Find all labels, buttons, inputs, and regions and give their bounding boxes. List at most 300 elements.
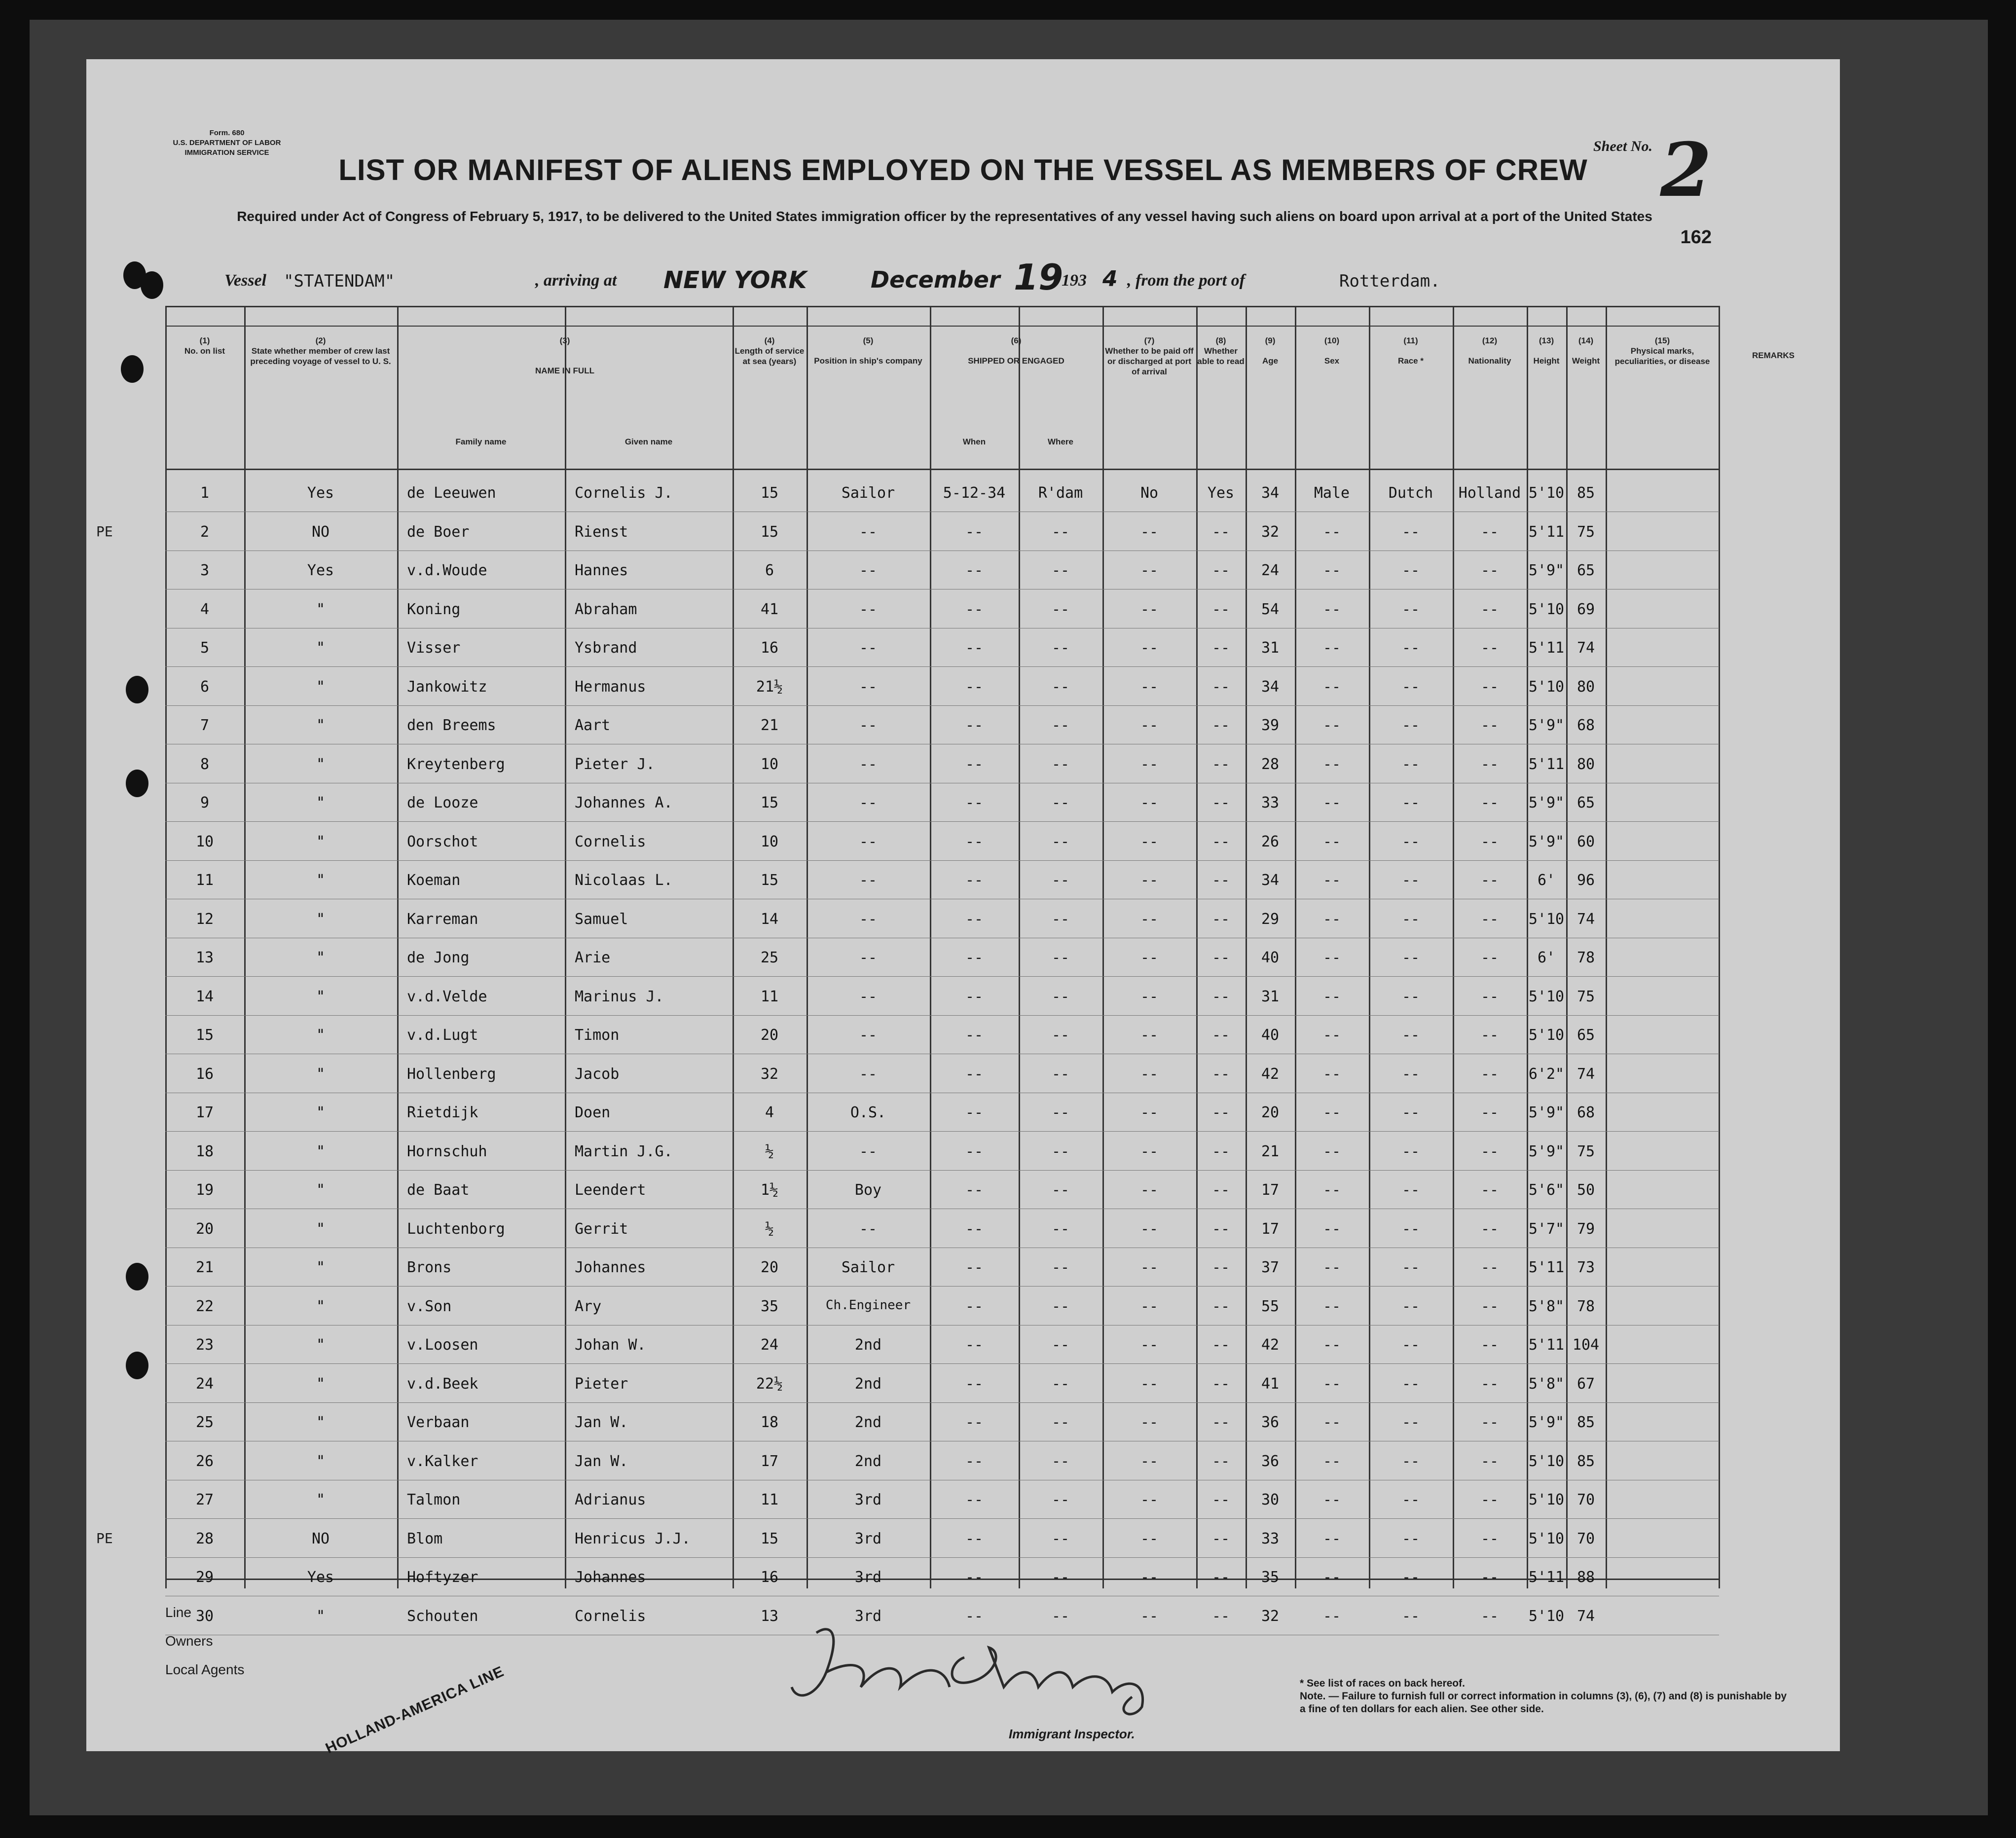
able-to-read-cell: -- xyxy=(1211,755,1230,773)
position-cell: Sailor xyxy=(841,1259,895,1276)
manifest-sheet xyxy=(86,59,1840,1757)
position-cell: -- xyxy=(859,988,878,1005)
able-to-read-cell: -- xyxy=(1211,1027,1230,1044)
col-age-header: (9) Age xyxy=(1262,336,1279,366)
table-row xyxy=(165,706,1719,744)
table-row xyxy=(165,1558,1719,1596)
col-nationality-header: (12) Nationality xyxy=(1468,336,1511,366)
paid-off-cell: -- xyxy=(1140,988,1159,1005)
row-number-cell: 9 xyxy=(200,794,210,811)
service-years-cell: ½ xyxy=(765,1142,774,1160)
service-years-cell: ½ xyxy=(765,1220,774,1238)
service-years-cell: 17 xyxy=(760,1452,779,1470)
height-cell: 5'8" xyxy=(1528,1297,1565,1315)
able-to-read-cell: -- xyxy=(1211,1297,1230,1315)
height-cell: 5'6" xyxy=(1528,1181,1565,1199)
given-name-cell: Abraham xyxy=(575,600,637,618)
able-to-read-cell: -- xyxy=(1211,678,1230,696)
paid-off-cell: -- xyxy=(1140,1220,1159,1238)
races-note: * See list of races on back hereof. xyxy=(1300,1678,1465,1689)
service-years-cell: 4 xyxy=(765,1104,774,1121)
nationality-cell: -- xyxy=(1480,717,1499,734)
service-years-cell: 1½ xyxy=(760,1181,779,1199)
age-cell: 29 xyxy=(1261,910,1280,928)
family-name-cell: de Boer xyxy=(407,523,470,541)
able-to-read-cell: -- xyxy=(1211,1414,1230,1431)
row-number-cell: 5 xyxy=(200,639,210,657)
sex-cell: -- xyxy=(1322,639,1341,657)
race-cell: -- xyxy=(1401,833,1420,850)
nationality-cell: -- xyxy=(1480,1375,1499,1393)
position-cell: 2nd xyxy=(854,1375,882,1393)
age-cell: 40 xyxy=(1261,1027,1280,1044)
able-to-read-cell: -- xyxy=(1211,1259,1230,1276)
previous-voyage-cell: NO xyxy=(311,1530,330,1547)
shipped-where-cell: -- xyxy=(1051,872,1070,889)
given-name-cell: Marinus J. xyxy=(575,988,664,1005)
family-name-cell: Verbaan xyxy=(407,1414,470,1431)
family-name-cell: Kreytenberg xyxy=(407,755,505,773)
shipped-when-cell: -- xyxy=(965,1297,984,1315)
previous-voyage-cell: " xyxy=(316,1142,326,1160)
position-cell: 3rd xyxy=(854,1569,882,1586)
previous-voyage-cell: " xyxy=(316,949,326,966)
race-cell: -- xyxy=(1401,1530,1420,1547)
shipped-where-cell: -- xyxy=(1051,1491,1070,1508)
age-cell: 54 xyxy=(1261,600,1280,618)
service-years-cell: 13 xyxy=(760,1607,779,1625)
height-cell: 5'11 xyxy=(1528,1569,1565,1586)
given-name-cell: Johannes xyxy=(575,1259,646,1276)
family-name-cell: Schouten xyxy=(407,1607,478,1625)
owners-label: Owners xyxy=(165,1633,213,1649)
given-name-cell: Samuel xyxy=(575,910,628,928)
service-years-cell: 18 xyxy=(760,1414,779,1431)
age-cell: 34 xyxy=(1261,872,1280,889)
punch-hole xyxy=(141,271,163,299)
nationality-cell: -- xyxy=(1480,1336,1499,1354)
position-cell: 3rd xyxy=(854,1530,882,1547)
sex-cell: -- xyxy=(1322,600,1341,618)
race-cell: -- xyxy=(1401,523,1420,541)
position-cell: -- xyxy=(859,678,878,696)
col-height-header: (13) Height xyxy=(1533,336,1560,366)
weight-cell: 75 xyxy=(1576,523,1595,541)
table-row xyxy=(165,1442,1719,1480)
paid-off-cell: -- xyxy=(1140,1181,1159,1199)
position-cell: -- xyxy=(859,1027,878,1044)
weight-cell: 65 xyxy=(1576,1027,1595,1044)
race-cell: -- xyxy=(1401,1336,1420,1354)
paid-off-cell: -- xyxy=(1140,1569,1159,1586)
previous-voyage-cell: NO xyxy=(311,523,330,541)
shipped-when-cell: -- xyxy=(965,1142,984,1160)
table-row xyxy=(165,628,1719,667)
family-name-cell: Koeman xyxy=(407,872,461,889)
shipped-when-cell: -- xyxy=(965,1375,984,1393)
weight-cell: 60 xyxy=(1576,833,1595,850)
previous-voyage-cell: " xyxy=(316,794,326,811)
race-cell: -- xyxy=(1401,717,1420,734)
row-number-cell: 10 xyxy=(195,833,214,850)
col-race-header: (11) Race * xyxy=(1398,336,1424,366)
race-cell: -- xyxy=(1401,600,1420,618)
age-cell: 17 xyxy=(1261,1220,1280,1238)
able-to-read-cell: -- xyxy=(1211,717,1230,734)
height-cell: 5'8" xyxy=(1528,1375,1565,1393)
weight-cell: 80 xyxy=(1576,678,1595,696)
footer-notes xyxy=(1300,1677,1793,1716)
height-cell: 5'9" xyxy=(1528,1104,1565,1121)
col-paid-off-header: (7) Whether to be paid off or discharged at port of arrival xyxy=(1105,336,1194,376)
nationality-cell: -- xyxy=(1480,910,1499,928)
shipped-when-cell: -- xyxy=(965,1220,984,1238)
weight-cell: 85 xyxy=(1576,1414,1595,1431)
family-name-cell: de Jong xyxy=(407,949,470,966)
weight-cell: 74 xyxy=(1576,1607,1595,1625)
position-cell: -- xyxy=(859,562,878,579)
previous-voyage-cell: " xyxy=(316,872,326,889)
weight-cell: 74 xyxy=(1576,910,1595,928)
given-name-cell: Martin J.G. xyxy=(575,1142,673,1160)
nationality-cell: -- xyxy=(1480,1491,1499,1508)
paid-off-cell: -- xyxy=(1140,523,1159,541)
table-row xyxy=(165,1093,1719,1132)
height-cell: 6' xyxy=(1537,949,1556,966)
sex-cell: -- xyxy=(1322,1104,1341,1121)
service-years-cell: 21½ xyxy=(756,678,783,696)
service-years-cell: 20 xyxy=(760,1027,779,1044)
weight-cell: 68 xyxy=(1576,717,1595,734)
position-cell: Sailor xyxy=(841,484,895,502)
row-number-cell: 15 xyxy=(195,1027,214,1044)
punch-hole xyxy=(126,1352,148,1379)
previous-voyage-cell: " xyxy=(316,1220,326,1238)
family-name-cell: Hornschuh xyxy=(407,1142,487,1160)
nationality-cell: -- xyxy=(1480,1220,1499,1238)
given-name-cell: Adrianus xyxy=(575,1491,646,1508)
row-number-cell: 6 xyxy=(200,678,210,696)
sex-cell: -- xyxy=(1322,1336,1341,1354)
age-cell: 40 xyxy=(1261,949,1280,966)
race-cell: -- xyxy=(1401,1375,1420,1393)
previous-voyage-cell: " xyxy=(316,1414,326,1431)
arrival-port: NEW YORK xyxy=(663,266,807,294)
nationality-cell: -- xyxy=(1480,794,1499,811)
shipped-when-cell: -- xyxy=(965,562,984,579)
shipped-where-cell: -- xyxy=(1051,1065,1070,1083)
col-position-header: (5) Position in ship's company xyxy=(814,336,922,366)
height-cell: 5'7" xyxy=(1528,1220,1565,1238)
shipped-where-cell: -- xyxy=(1051,600,1070,618)
shipped-where-cell: -- xyxy=(1051,1452,1070,1470)
nationality-cell: -- xyxy=(1480,755,1499,773)
position-cell: -- xyxy=(859,755,878,773)
position-cell: 3rd xyxy=(854,1491,882,1508)
sex-cell: -- xyxy=(1322,949,1341,966)
previous-voyage-cell: " xyxy=(316,678,326,696)
sex-cell: -- xyxy=(1322,1569,1341,1586)
family-name-cell: v.d.Beek xyxy=(407,1375,478,1393)
shipped-where-cell: -- xyxy=(1051,949,1070,966)
age-cell: 34 xyxy=(1261,678,1280,696)
weight-cell: 68 xyxy=(1576,1104,1595,1121)
row-number-cell: 18 xyxy=(195,1142,214,1160)
arrival-month: December xyxy=(871,266,1000,293)
nationality-cell: -- xyxy=(1480,949,1499,966)
paid-off-cell: -- xyxy=(1140,1491,1159,1508)
col-service-header: (4) Length of service at sea (years) xyxy=(734,336,805,366)
document-subtitle: Required under Act of Congress of February 5, 1917, to be delivered to the United States immigration officer by the representatives of any vessel having such aliens on board upon arrival at a port of the United States xyxy=(237,209,1652,224)
family-name-cell: Brons xyxy=(407,1259,452,1276)
given-name-cell: Doen xyxy=(575,1104,611,1121)
nationality-cell: -- xyxy=(1480,1104,1499,1121)
able-to-read-cell: -- xyxy=(1211,1142,1230,1160)
row-number-cell: 26 xyxy=(195,1452,214,1470)
col-read-header: (8) Whether able to read xyxy=(1197,336,1245,366)
able-to-read-cell: -- xyxy=(1211,949,1230,966)
table-row xyxy=(165,1132,1719,1171)
sex-cell: -- xyxy=(1322,794,1341,811)
position-cell: Boy xyxy=(854,1181,882,1199)
position-cell: O.S. xyxy=(850,1104,886,1121)
table-row xyxy=(165,590,1719,628)
able-to-read-cell: -- xyxy=(1211,1452,1230,1470)
row-number-cell: 25 xyxy=(195,1414,214,1431)
arriving-label: , arriving at xyxy=(535,271,617,290)
able-to-read-cell: -- xyxy=(1211,1491,1230,1508)
nationality-cell: -- xyxy=(1480,1181,1499,1199)
race-cell: -- xyxy=(1401,1452,1420,1470)
weight-cell: 50 xyxy=(1576,1181,1595,1199)
able-to-read-cell: -- xyxy=(1211,1607,1230,1625)
table-row xyxy=(165,900,1719,938)
height-cell: 5'10 xyxy=(1528,1530,1565,1547)
table-row xyxy=(165,822,1719,861)
family-name-cell: de Baat xyxy=(407,1181,470,1199)
shipped-when-cell: -- xyxy=(965,794,984,811)
race-cell: -- xyxy=(1401,1297,1420,1315)
previous-voyage-cell: Yes xyxy=(307,562,334,579)
paid-off-cell: -- xyxy=(1140,1259,1159,1276)
family-name-cell: Visser xyxy=(407,639,461,657)
given-name-cell: Gerrit xyxy=(575,1220,628,1238)
height-cell: 5'10 xyxy=(1528,1452,1565,1470)
service-years-cell: 16 xyxy=(760,639,779,657)
previous-voyage-cell: Yes xyxy=(307,484,334,502)
row-number-cell: 24 xyxy=(195,1375,214,1393)
position-cell: -- xyxy=(859,600,878,618)
height-cell: 5'11 xyxy=(1528,639,1565,657)
height-cell: 5'10 xyxy=(1528,678,1565,696)
shipped-where-cell: -- xyxy=(1051,1375,1070,1393)
nationality-cell: -- xyxy=(1480,1414,1499,1431)
race-cell: -- xyxy=(1401,1181,1420,1199)
col-previous-voyage-header: (2) State whether member of crew last preceding voyage of vessel to U. S. xyxy=(250,336,391,366)
able-to-read-cell: -- xyxy=(1211,872,1230,889)
year-suffix: 4 xyxy=(1102,266,1118,292)
previous-voyage-cell: " xyxy=(316,910,326,928)
inspector-signature xyxy=(787,1613,1231,1722)
previous-voyage-cell: " xyxy=(316,1375,326,1393)
page-number: 162 xyxy=(1680,227,1712,248)
height-cell: 5'9" xyxy=(1528,1414,1565,1431)
sex-cell: -- xyxy=(1322,1065,1341,1083)
height-cell: 5'10 xyxy=(1528,1027,1565,1044)
sex-cell: -- xyxy=(1322,1491,1341,1508)
family-name-cell: Jankowitz xyxy=(407,678,487,696)
paid-off-cell: -- xyxy=(1140,600,1159,618)
weight-cell: 79 xyxy=(1576,1220,1595,1238)
nationality-cell: -- xyxy=(1480,1569,1499,1586)
weight-cell: 65 xyxy=(1576,794,1595,811)
weight-cell: 65 xyxy=(1576,562,1595,579)
previous-voyage-cell: " xyxy=(316,988,326,1005)
shipped-where-cell: -- xyxy=(1051,1297,1070,1315)
given-name-cell: Nicolaas L. xyxy=(575,872,673,889)
able-to-read-cell: -- xyxy=(1211,562,1230,579)
row-number-cell: 17 xyxy=(195,1104,214,1121)
height-cell: 5'9" xyxy=(1528,794,1565,811)
service-years-cell: 11 xyxy=(760,1491,779,1508)
position-cell: 2nd xyxy=(854,1336,882,1354)
weight-cell: 96 xyxy=(1576,872,1595,889)
table-row xyxy=(165,1325,1719,1364)
paid-off-cell: -- xyxy=(1140,755,1159,773)
vessel-name: "STATENDAM" xyxy=(284,271,395,291)
able-to-read-cell: -- xyxy=(1211,1104,1230,1121)
sex-cell: -- xyxy=(1322,1027,1341,1044)
row-number-cell: 23 xyxy=(195,1336,214,1354)
col-marks-header: (15) Physical marks, peculiarities, or disease xyxy=(1614,336,1710,366)
previous-voyage-cell: " xyxy=(316,833,326,850)
position-cell: -- xyxy=(859,639,878,657)
shipped-where-cell: -- xyxy=(1051,1027,1070,1044)
table-row xyxy=(165,745,1719,783)
shipped-when-cell: -- xyxy=(965,1569,984,1586)
family-name-cell: Luchtenborg xyxy=(407,1220,505,1238)
previous-voyage-cell: " xyxy=(316,1065,326,1083)
height-cell: 5'11 xyxy=(1528,1336,1565,1354)
previous-voyage-cell: " xyxy=(316,1104,326,1121)
position-cell: Ch.Engineer xyxy=(825,1297,911,1313)
pe-mark: PE xyxy=(96,523,113,540)
nationality-cell: -- xyxy=(1480,833,1499,850)
previous-voyage-cell: " xyxy=(316,1259,326,1276)
shipped-where-cell: -- xyxy=(1051,1104,1070,1121)
position-cell: 3rd xyxy=(854,1607,882,1625)
sex-cell: -- xyxy=(1322,833,1341,850)
row-number-cell: 30 xyxy=(195,1607,214,1625)
nationality-cell: -- xyxy=(1480,600,1499,618)
sex-cell: -- xyxy=(1322,1607,1341,1625)
shipped-when-cell: -- xyxy=(965,1607,984,1625)
sex-cell: -- xyxy=(1322,988,1341,1005)
col-name-header: (3) NAME IN FULL xyxy=(535,336,594,375)
given-name-cell: Hermanus xyxy=(575,678,646,696)
age-cell: 55 xyxy=(1261,1297,1280,1315)
table-row xyxy=(165,1248,1719,1287)
table-row xyxy=(165,667,1719,706)
position-cell: 2nd xyxy=(854,1452,882,1470)
nationality-cell: -- xyxy=(1480,1452,1499,1470)
able-to-read-cell: -- xyxy=(1211,794,1230,811)
nationality-cell: -- xyxy=(1480,1027,1499,1044)
previous-voyage-cell: " xyxy=(316,1491,326,1508)
given-name-cell: Arie xyxy=(575,949,611,966)
row-number-cell: 16 xyxy=(195,1065,214,1083)
shipped-when-cell: -- xyxy=(965,910,984,928)
service-years-cell: 16 xyxy=(760,1569,779,1586)
age-cell: 20 xyxy=(1261,1104,1280,1121)
given-name-cell: Aart xyxy=(575,717,611,734)
sex-cell: -- xyxy=(1322,1142,1341,1160)
able-to-read-cell: -- xyxy=(1211,1336,1230,1354)
given-name-cell: Cornelis xyxy=(575,1607,646,1625)
nationality-cell: -- xyxy=(1480,1259,1499,1276)
race-cell: -- xyxy=(1401,1414,1420,1431)
nationality-cell: -- xyxy=(1480,562,1499,579)
service-years-cell: 20 xyxy=(760,1259,779,1276)
family-name-cell: Blom xyxy=(407,1530,443,1547)
service-years-cell: 10 xyxy=(760,755,779,773)
weight-cell: 73 xyxy=(1576,1259,1595,1276)
shipped-when-cell: -- xyxy=(965,949,984,966)
paid-off-cell: -- xyxy=(1140,1414,1159,1431)
race-cell: -- xyxy=(1401,1491,1420,1508)
race-cell: -- xyxy=(1401,1569,1420,1586)
position-cell: -- xyxy=(859,872,878,889)
nationality-cell: -- xyxy=(1480,872,1499,889)
form-number: Form. 680 xyxy=(209,129,245,137)
previous-voyage-cell: " xyxy=(316,755,326,773)
shipped-where-cell: -- xyxy=(1051,794,1070,811)
pe-mark: PE xyxy=(96,1530,113,1546)
race-cell: -- xyxy=(1401,1104,1420,1121)
age-cell: 30 xyxy=(1261,1491,1280,1508)
service-name: IMMIGRATION SERVICE xyxy=(184,148,269,157)
race-cell: -- xyxy=(1401,1259,1420,1276)
height-cell: 5'9" xyxy=(1528,717,1565,734)
weight-cell: 75 xyxy=(1576,988,1595,1005)
age-cell: 42 xyxy=(1261,1065,1280,1083)
col-shipped-header: (6) SHIPPED OR ENGAGED xyxy=(968,336,1064,366)
previous-voyage-cell: " xyxy=(316,717,326,734)
age-cell: 41 xyxy=(1261,1375,1280,1393)
col-family-name-header: Family name xyxy=(455,437,507,446)
family-name-cell: Hoftyzer xyxy=(407,1569,478,1586)
shipped-where-cell: -- xyxy=(1051,1142,1070,1160)
paid-off-cell: -- xyxy=(1140,717,1159,734)
table-row xyxy=(165,783,1719,822)
given-name-cell: Timon xyxy=(575,1027,620,1044)
given-name-cell: Pieter J. xyxy=(575,755,655,773)
race-cell: -- xyxy=(1401,1220,1420,1238)
shipped-when-cell: 5-12-34 xyxy=(943,484,1006,502)
age-cell: 33 xyxy=(1261,794,1280,811)
age-cell: 33 xyxy=(1261,1530,1280,1547)
col-when-header: When xyxy=(962,437,986,446)
given-name-cell: Rienst xyxy=(575,523,628,541)
height-cell: 5'11 xyxy=(1528,1259,1565,1276)
shipped-where-cell: -- xyxy=(1051,523,1070,541)
col-number-header: (1) No. on list xyxy=(184,336,225,356)
weight-cell: 74 xyxy=(1576,639,1595,657)
given-name-cell: Henricus J.J. xyxy=(575,1530,691,1547)
sex-cell: -- xyxy=(1322,1414,1341,1431)
height-cell: 5'11 xyxy=(1528,755,1565,773)
service-years-cell: 32 xyxy=(760,1065,779,1083)
